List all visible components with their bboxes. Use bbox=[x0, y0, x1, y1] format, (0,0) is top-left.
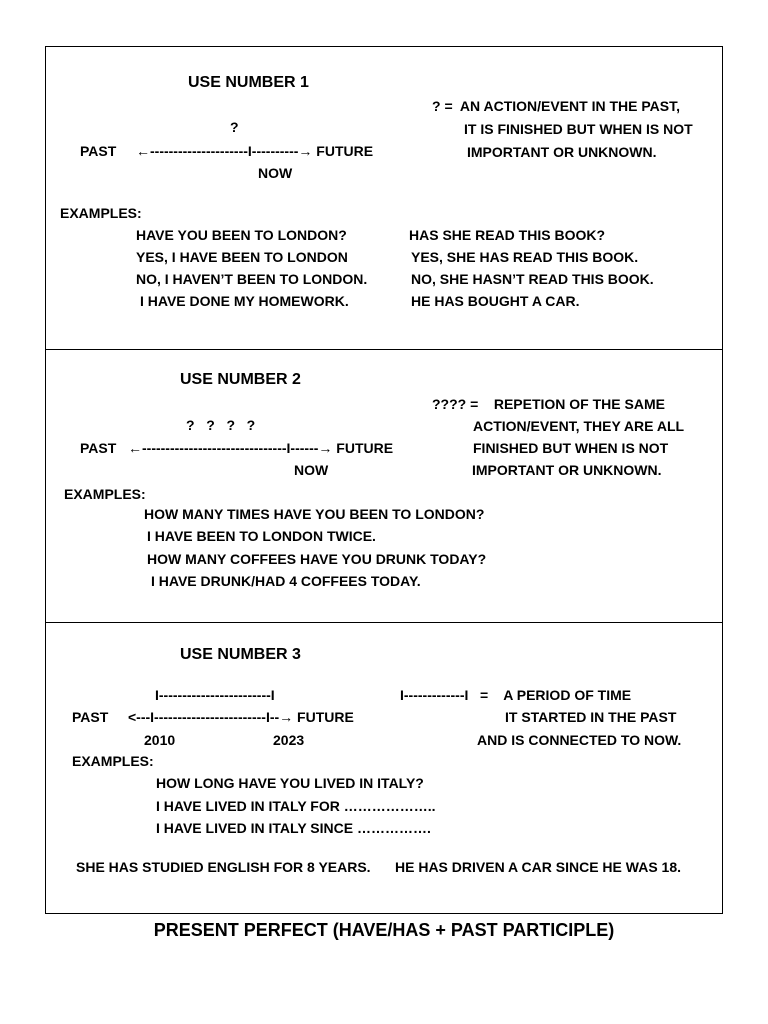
example-sentence: I HAVE LIVED IN ITALY SINCE ……………. bbox=[156, 820, 431, 836]
example-sentence: I HAVE DONE MY HOMEWORK. bbox=[140, 293, 349, 309]
legend-line: IT STARTED IN THE PAST bbox=[505, 709, 677, 725]
legend-line: ? = AN ACTION/EVENT IN THE PAST, bbox=[432, 98, 681, 114]
timeline-question-marks: ? ? ? ? bbox=[186, 417, 256, 433]
timeline: ←-------------------------------I------→ FUTURE bbox=[128, 440, 394, 456]
example-sentence: I HAVE LIVED IN ITALY FOR ……………….. bbox=[156, 798, 436, 814]
legend-line: AND IS CONNECTED TO NOW. bbox=[477, 732, 682, 748]
page-title: PRESENT PERFECT (HAVE/HAS + PAST PARTICIPLE) bbox=[153, 920, 615, 940]
example-sentence: NO, SHE HASN’T READ THIS BOOK. bbox=[411, 271, 654, 287]
section-divider-2 bbox=[45, 622, 723, 623]
timeline: ←---------------------I----------→ FUTURE bbox=[136, 143, 374, 159]
examples-label: EXAMPLES: bbox=[72, 753, 154, 769]
examples-label: EXAMPLES: bbox=[64, 486, 146, 502]
legend-line: FINISHED BUT WHEN IS NOT bbox=[473, 440, 669, 456]
timeline-now-label: NOW bbox=[258, 165, 293, 181]
legend-line: IT IS FINISHED BUT WHEN IS NOT bbox=[464, 121, 693, 137]
timeline-start-year: 2010 bbox=[144, 732, 176, 748]
example-sentence: YES, SHE HAS READ THIS BOOK. bbox=[411, 249, 639, 265]
section-heading: USE NUMBER 2 bbox=[180, 371, 301, 388]
timeline-past-label: PAST bbox=[80, 440, 117, 456]
example-sentence: HOW MANY TIMES HAVE YOU BEEN TO LONDON? bbox=[144, 506, 485, 522]
timeline-period-bar: I------------------------I bbox=[155, 687, 275, 703]
example-sentence: HE HAS BOUGHT A CAR. bbox=[411, 293, 580, 309]
example-sentence: HOW LONG HAVE YOU LIVED IN ITALY? bbox=[156, 775, 424, 791]
examples-label: EXAMPLES: bbox=[60, 205, 142, 221]
timeline-now-label: NOW bbox=[294, 462, 329, 478]
example-sentence: HAVE YOU BEEN TO LONDON? bbox=[136, 227, 347, 243]
section-heading: USE NUMBER 3 bbox=[180, 646, 301, 663]
legend-line: ???? = REPETION OF THE SAME bbox=[432, 396, 665, 412]
timeline-question-mark: ? bbox=[230, 119, 239, 135]
timeline-past-label: PAST bbox=[80, 143, 117, 159]
example-sentence: NO, I HAVEN’T BEEN TO LONDON. bbox=[136, 271, 368, 287]
legend-line: ACTION/EVENT, THEY ARE ALL bbox=[473, 418, 685, 434]
section-divider-1 bbox=[45, 349, 723, 350]
section-heading: USE NUMBER 1 bbox=[188, 74, 309, 91]
timeline-end-year: 2023 bbox=[273, 732, 305, 748]
example-sentence: SHE HAS STUDIED ENGLISH FOR 8 YEARS. bbox=[76, 859, 371, 875]
legend-line: IMPORTANT OR UNKNOWN. bbox=[472, 462, 662, 478]
example-sentence: HOW MANY COFFEES HAVE YOU DRUNK TODAY? bbox=[147, 551, 487, 567]
example-sentence: YES, I HAVE BEEN TO LONDON bbox=[136, 249, 348, 265]
example-sentence: I HAVE DRUNK/HAD 4 COFFEES TODAY. bbox=[151, 573, 421, 589]
timeline: <---I------------------------I--→ FUTURE bbox=[128, 709, 354, 725]
legend-line: I-------------I = A PERIOD OF TIME bbox=[400, 687, 632, 703]
timeline-past-label: PAST bbox=[72, 709, 109, 725]
example-sentence: HE HAS DRIVEN A CAR SINCE HE WAS 18. bbox=[395, 859, 682, 875]
legend-line: IMPORTANT OR UNKNOWN. bbox=[467, 144, 657, 160]
example-sentence: HAS SHE READ THIS BOOK? bbox=[409, 227, 606, 243]
example-sentence: I HAVE BEEN TO LONDON TWICE. bbox=[147, 528, 376, 544]
